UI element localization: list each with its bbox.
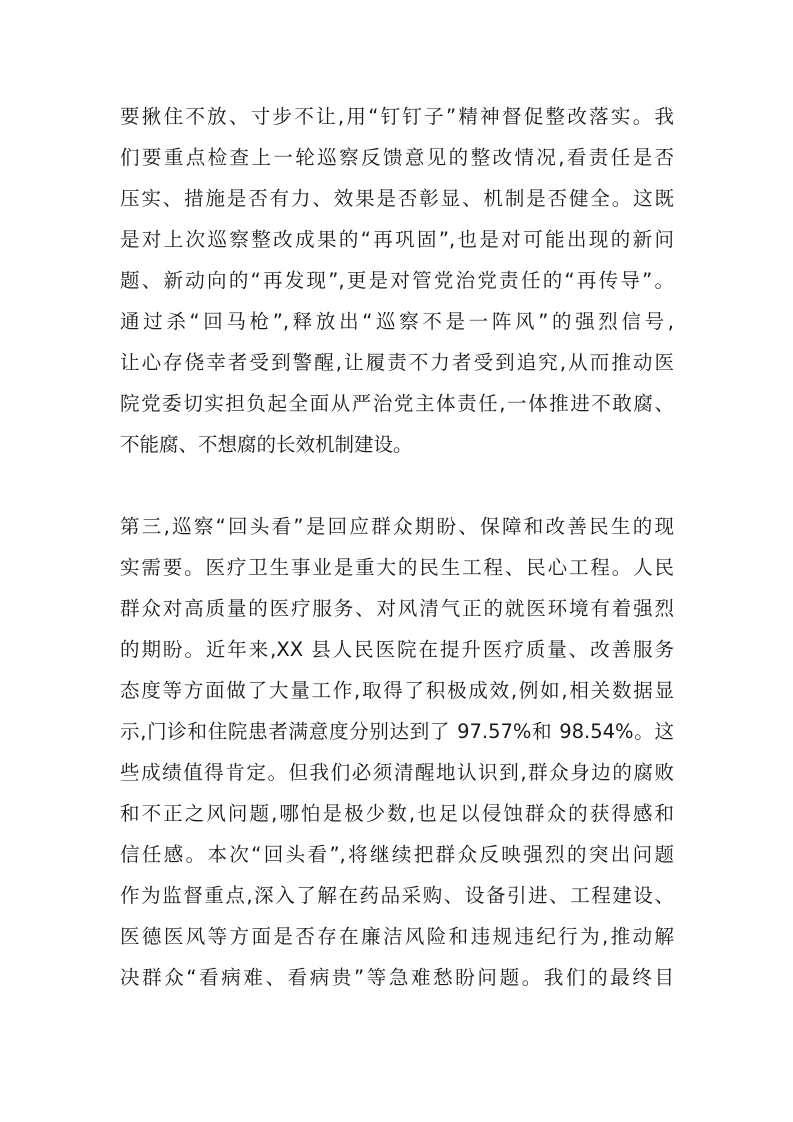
paragraph-2-line-1: 第三,巡察“回头看”是回应群众期盼、保障和改善民生的现 [120,515,674,538]
paragraph-1-line-7: 让心存侥幸者受到警醒,让履责不力者受到追究,从而推动医 [120,351,674,374]
paragraph-2-line-4: 的期盼。近年来,XX 县人民医院在提升医疗质量、改善服务 [120,638,674,661]
paragraph-2-line-8: 和不正之风问题,哪怕是极少数,也足以侵蚀群众的获得感和 [120,802,674,825]
paragraph-2-line-6: 示,门诊和住院患者满意度分别达到了 97.57%和 98.54%。这 [120,720,674,743]
paragraph-1-line-8: 院党委切实担负起全面从严治党主体责任,一体推进不敢腐、 [120,392,674,415]
paragraph-2-line-11: 医德医风等方面是否存在廉洁风险和违规违纪行为,推动解 [120,925,674,948]
paragraph-1-line-6: 通过杀“回马枪”,释放出“巡察不是一阵风”的强烈信号, [120,310,674,333]
paragraph-1-line-9: 不能腐、不想腐的长效机制建设。 [120,433,413,456]
paragraph-2-line-12: 决群众“看病难、看病贵”等急难愁盼问题。我们的最终目 [120,966,674,989]
paragraph-1-line-5: 题、新动向的“再发现”,更是对管党治党责任的“再传导”。 [120,269,674,292]
paragraph-2-line-10: 作为监督重点,深入了解在药品采购、设备引进、工程建设、 [120,884,674,907]
paragraph-1-line-4: 是对上次巡察整改成果的“再巩固”,也是对可能出现的新问 [120,228,674,251]
paragraph-1-line-3: 压实、措施是否有力、效果是否彰显、机制是否健全。这既 [120,187,674,210]
paragraph-2-line-2: 实需要。医疗卫生事业是重大的民生工程、民心工程。人民 [120,556,674,579]
paragraph-2-line-9: 信任感。本次“回头看”,将继续把群众反映强烈的突出问题 [120,843,674,866]
paragraph-2-line-7: 些成绩值得肯定。但我们必须清醒地认识到,群众身边的腐败 [120,761,674,784]
paragraph-1-line-1: 要揪住不放、寸步不让,用“钉钉子”精神督促整改落实。我 [120,105,674,128]
paragraph-2-line-5: 态度等方面做了大量工作,取得了积极成效,例如,相关数据显 [120,679,674,702]
paragraph-1-line-2: 们要重点检查上一轮巡察反馈意见的整改情况,看责任是否 [120,146,674,169]
paragraph-2-line-3: 群众对高质量的医疗服务、对风清气正的就医环境有着强烈 [120,597,674,620]
